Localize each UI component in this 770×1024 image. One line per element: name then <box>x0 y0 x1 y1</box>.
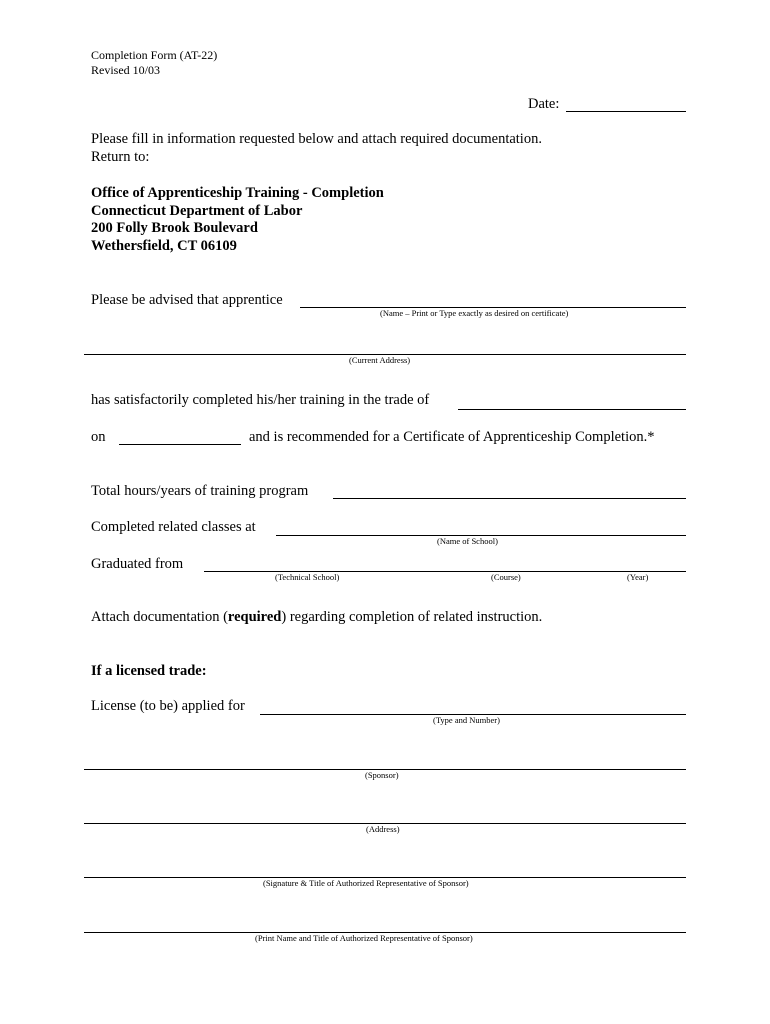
completion-date-line[interactable] <box>119 444 241 445</box>
intro-instructions: Please fill in information requested below and attach required documentation. <box>91 131 542 147</box>
revised-date: Revised 10/03 <box>91 63 160 77</box>
current-address-caption: (Current Address) <box>349 355 411 365</box>
license-caption: (Type and Number) <box>433 715 500 725</box>
city-state-zip: Wethersfield, CT 06109 <box>91 238 237 254</box>
license-label: License (to be) applied for <box>91 698 245 714</box>
trade-line[interactable] <box>458 409 686 410</box>
hours-label: Total hours/years of training program <box>91 483 309 499</box>
school-caption: (Name of School) <box>437 536 498 546</box>
tech-school-caption: (Technical School) <box>275 572 340 582</box>
department-name: Connecticut Department of Labor <box>91 203 303 219</box>
apprentice-name-caption: (Name – Print or Type exactly as desired on certificate) <box>380 308 569 318</box>
license-heading: If a licensed trade: <box>91 663 207 679</box>
documentation-note <box>91 609 542 626</box>
year-caption: (Year) <box>627 572 649 582</box>
classes-label: Completed related classes at <box>91 519 256 535</box>
signature-caption: (Signature & Title of Authorized Representative of Sponsor) <box>263 878 469 888</box>
on-label: on <box>91 429 106 445</box>
street-address: 200 Folly Brook Boulevard <box>91 220 258 236</box>
form-id: Completion Form (AT-22) <box>91 48 218 62</box>
hours-line[interactable] <box>333 498 686 499</box>
date-field-line[interactable] <box>566 111 686 112</box>
sponsor-address-caption: (Address) <box>366 824 400 834</box>
documentation-required: required <box>227 609 282 625</box>
print-name-caption: (Print Name and Title of Authorized Representative of Sponsor) <box>255 933 473 943</box>
intro-return-to: Return to: <box>91 149 150 165</box>
date-label: Date: <box>528 96 560 112</box>
apprentice-label: Please be advised that apprentice <box>91 292 283 308</box>
trade-label: has satisfactorily completed his/her training in the trade of <box>91 392 430 408</box>
documentation-suffix: ) regarding completion of related instruction. <box>281 609 543 625</box>
course-caption: (Course) <box>491 572 521 582</box>
recommendation-text: and is recommended for a Certificate of Apprenticeship Completion.* <box>249 429 655 445</box>
office-name: Office of Apprenticeship Training - Completion <box>91 185 384 201</box>
graduated-label: Graduated from <box>91 556 184 572</box>
documentation-prefix: Attach documentation ( <box>91 609 228 625</box>
sponsor-caption: (Sponsor) <box>365 770 399 780</box>
